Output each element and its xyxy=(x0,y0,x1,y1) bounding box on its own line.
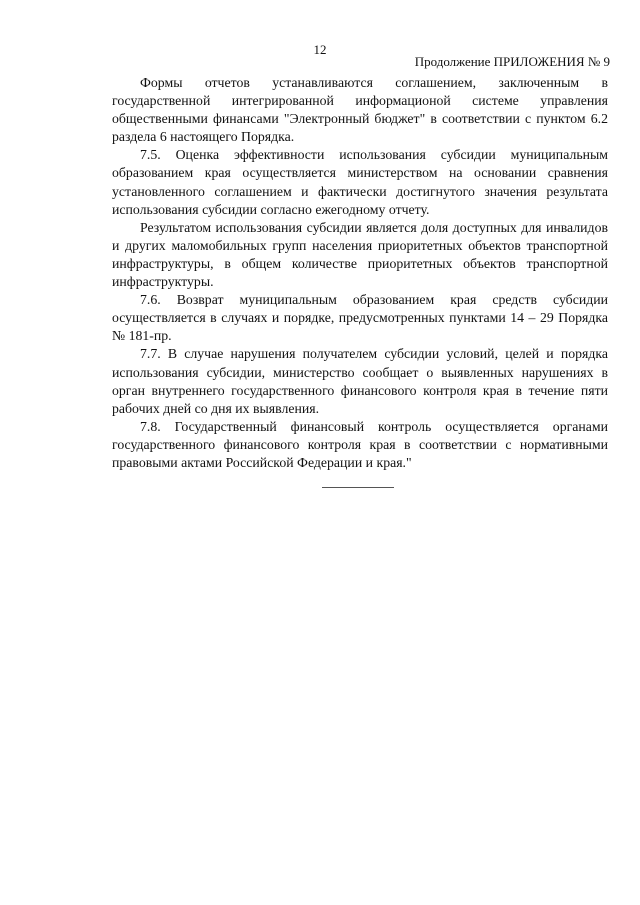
paragraph-7-5: 7.5. Оценка эффективности использования субсидии муниципальным образованием края осуществляется министерством на основании сравнения установленного соглашением и фактически достигнутого значения результата использования субсидии согласно ежегодному отчету. xyxy=(112,147,608,217)
page-number: 12 xyxy=(313,42,327,57)
end-divider xyxy=(322,487,394,488)
paragraph-result-definition: Результатом использования субсидии является доля доступных для инвалидов и других маломобильных групп населения приоритетных объектов транспортной инфраструктуры, в общем количестве приоритетных объектов транспортной инфраструктуры. xyxy=(112,219,608,290)
document-body xyxy=(112,74,608,472)
paragraph-7-8: 7.8. Государственный финансовый контроль осуществляется органами государственного финансового контроля края в соответствии с нормативными правовыми актами Российской Федерации и края." xyxy=(112,418,608,470)
paragraph-7-7: 7.7. В случае нарушения получателем субсидии условий, целей и порядка использования субсидии, министерство сообщает о выявленных нарушениях в орган внутреннего государственного финансового контроля края в течение пяти рабочих дней со дня их выявления. xyxy=(112,346,608,416)
paragraph-7-6: 7.6. Возврат муниципальным образованием края средств субсидии осуществляется в случаях и порядке, предусмотренных пунктами 14 – 29 Порядка № 181-пр. xyxy=(112,292,608,344)
appendix-continuation-note: Продолжение ПРИЛОЖЕНИЯ № 9 xyxy=(414,54,610,69)
paragraph-report-forms: Формы отчетов устанавливаются соглашением, заключенным в государственной интегрированной информационой системе управления общественными финансами "Электронный бюджет" в соответствии с пунктом 6.2 раздела 6 настоящего Порядка. xyxy=(112,75,608,145)
